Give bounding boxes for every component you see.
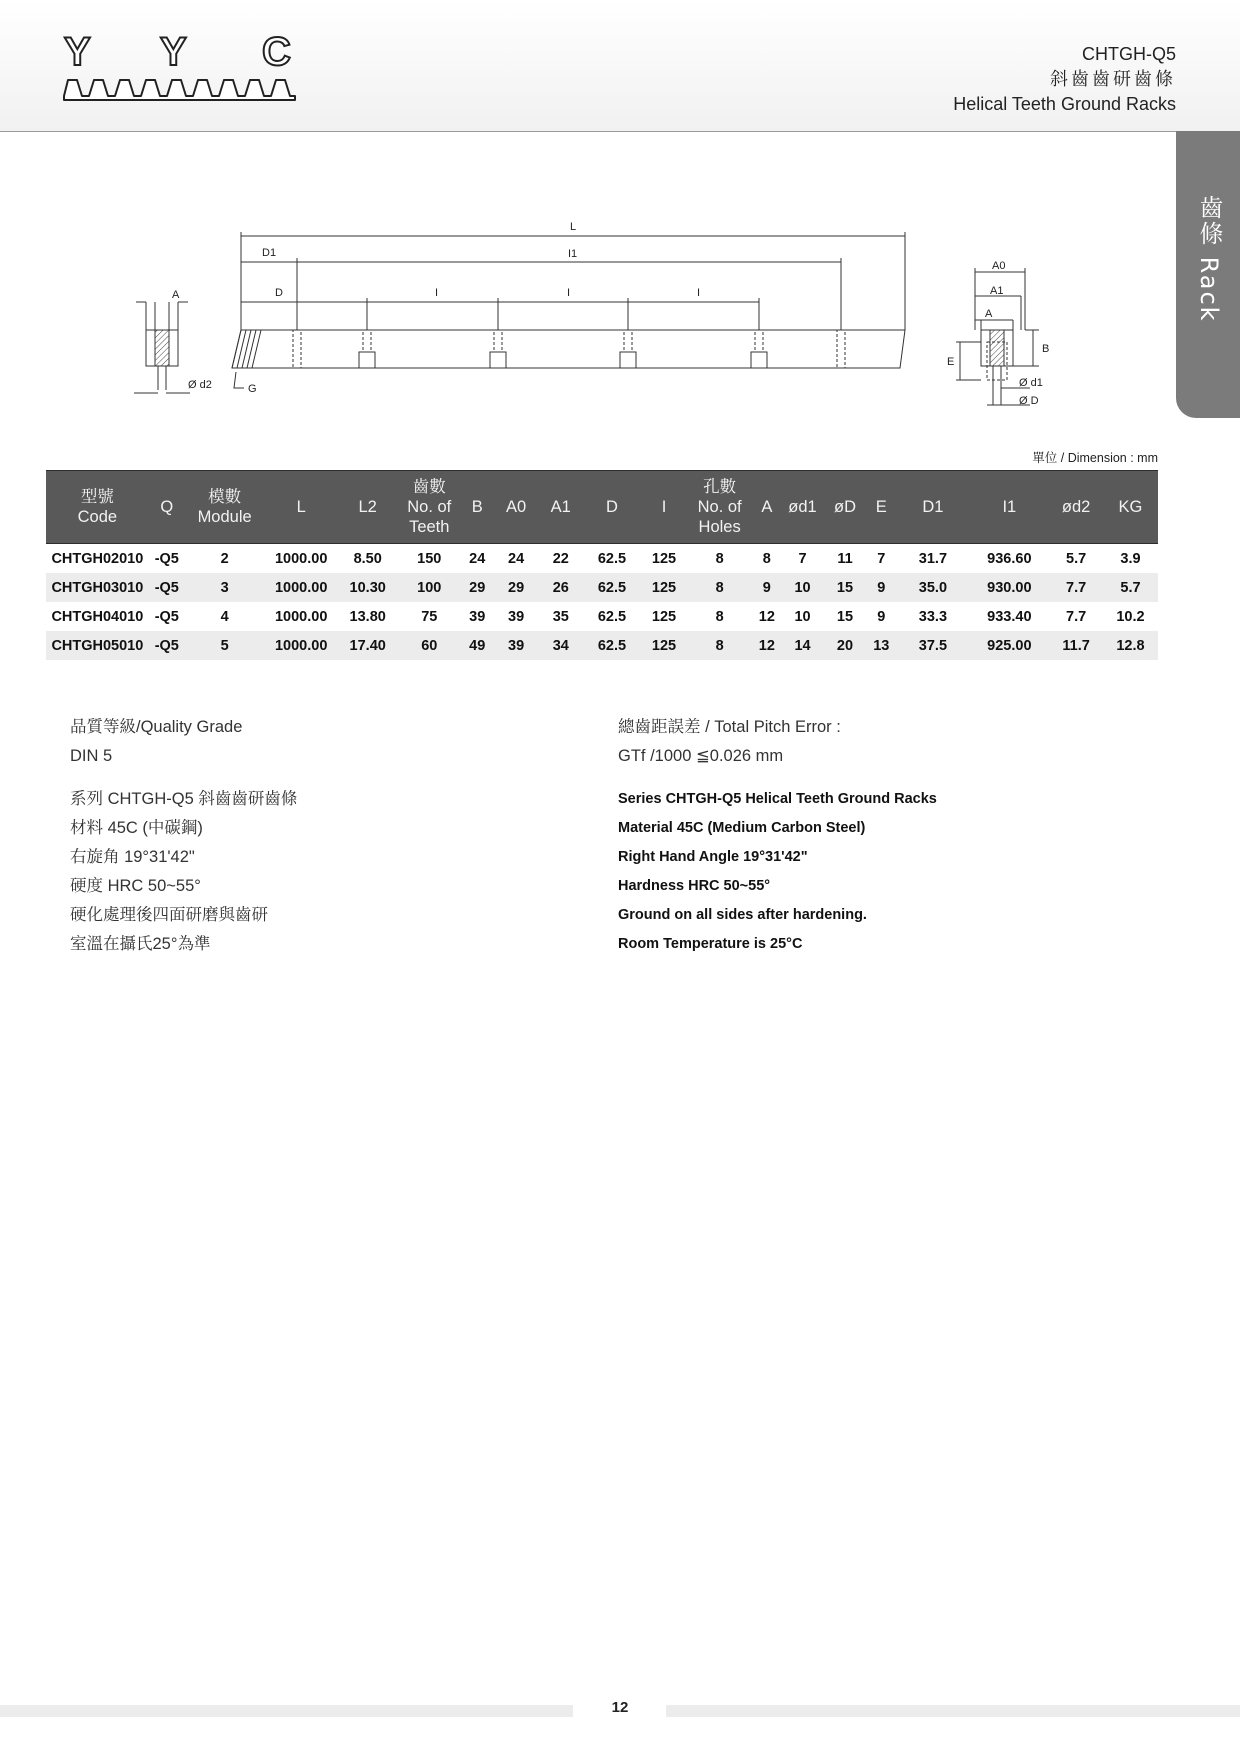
table-cell: 10 [781,573,824,602]
table-cell: 1000.00 [264,631,338,660]
column-header-en: I [661,498,667,516]
spec-note-en: Right Hand Angle 19°31'42" [618,849,808,865]
table-cell: 930.00 [969,573,1049,602]
table-cell: 13 [866,631,896,660]
dim-label-E: E [947,356,955,368]
table-cell: 5.7 [1103,573,1158,602]
dim-label-I-1: I [435,287,439,299]
table-cell: -Q5 [149,573,185,602]
table-cell: 150 [417,550,442,567]
logo-letter-y2: Y [160,30,187,74]
column-header [338,471,397,544]
table-cell: 125 [641,631,687,660]
spec-note-zh: 材料 45C (中碳鋼) [70,819,203,837]
table-cell: -Q5 [154,608,179,625]
spec-note-en: Series CHTGH-Q5 Helical Teeth Ground Racks [618,791,937,807]
column-header [185,471,265,544]
table-cell: 936.60 [987,550,1032,567]
column-header [896,471,969,544]
table-cell: 49 [461,631,493,660]
table-cell: 26 [539,573,583,602]
dim-label-d2: Ø d2 [188,379,212,391]
column-header [1049,471,1103,544]
table-cell: CHTGH04010 [51,608,144,625]
column-header [969,471,1049,544]
section-side-tab [1176,131,1240,418]
dim-label-L: L [570,221,577,233]
column-header-zh: 齒數 [412,478,446,496]
footer-bar-right [666,1705,1240,1717]
table-cell: 1000.00 [264,573,338,602]
table-cell: 20 [824,631,866,660]
rack-teeth-logo-icon [62,72,297,102]
table-row [46,573,1158,602]
column-header-en: B [471,498,483,516]
header-title-block [953,42,1176,117]
specification-table [46,470,1158,660]
dimension-unit-note: 單位 / Dimension : mm [1032,451,1158,465]
table-cell: 35.0 [896,573,969,602]
column-header-en: ød2 [1061,498,1091,516]
quality-grade-value: DIN 5 [70,747,113,765]
dim-label-I-3: I [697,287,701,299]
column-header-en: A [761,498,773,516]
table-cell: 5 [185,631,265,660]
table-cell: 39 [493,631,539,660]
table-cell: 125 [651,608,677,625]
column-header-en: øD [834,498,856,516]
dim-label-I1: I1 [568,248,578,260]
rack-technical-drawing [130,210,1090,425]
table-cell: 24 [469,550,486,567]
table-cell: 12.8 [1103,631,1158,660]
spec-note-en: Ground on all sides after hardening. [618,907,867,923]
table-cell: 9 [877,608,886,625]
quality-grade-label: 品質等級/Quality Grade [70,718,243,736]
product-code: CHTGH-Q5 [1082,44,1176,64]
column-header-en: No. of Holes [697,498,742,536]
table-cell: 62.5 [597,608,627,625]
column-header [46,471,149,544]
table-cell: CHTGH02010 [51,550,144,567]
dim-label-A1: A1 [990,285,1004,297]
table-cell: 13.80 [349,608,386,625]
table-cell: 4 [220,608,229,625]
column-header [493,471,539,544]
table-cell: 29 [493,573,539,602]
column-header-en: KG [1118,498,1143,516]
table-cell: 925.00 [969,631,1049,660]
column-header [397,471,461,544]
table-cell: 125 [651,550,677,567]
table-cell: 125 [641,573,687,602]
table-cell: CHTGH03010 [46,573,149,602]
pitch-error-value: GTf /1000 ≦0.026 mm [618,747,784,765]
table-cell: 22 [552,550,569,567]
table-cell: 10.2 [1116,608,1145,625]
spec-note-en: Material 45C (Medium Carbon Steel) [618,820,866,836]
column-header [461,471,493,544]
column-header [753,471,782,544]
table-cell: 62.5 [583,631,642,660]
column-header-en: A0 [506,498,527,516]
column-header-en: L2 [358,498,377,516]
page-number: 12 [611,1699,629,1716]
column-header-en: D [605,498,618,516]
table-row [46,544,1158,574]
table-cell: 3 [185,573,265,602]
spec-note-zh: 右旋角 19°31'42" [70,848,195,866]
column-header-zh: 型號 [80,488,114,506]
dim-label-A-left: A [172,289,180,301]
spec-note-en: Hardness HRC 50~55° [618,878,771,894]
table-cell: 8 [687,573,753,602]
spec-note-en: Room Temperature is 25°C [618,936,803,952]
footer-bar-left [0,1705,573,1717]
column-header-en: No. of Teeth [407,498,452,536]
table-cell: 37.5 [896,631,969,660]
column-header-en: E [875,498,887,516]
table-cell: 39 [469,608,486,625]
column-header-zh: 模數 [208,488,242,506]
table-cell: 17.40 [338,631,397,660]
table-cell: 8 [715,608,724,625]
dim-label-d1: Ø d1 [1019,377,1043,389]
column-header-en: Module [197,508,252,526]
notes-right [618,713,937,959]
column-header-en: L [296,498,306,516]
column-header [539,471,583,544]
column-header [866,471,896,544]
table-cell: -Q5 [149,631,185,660]
column-header-en: I1 [1002,498,1017,516]
table-cell: 8 [687,631,753,660]
dim-label-OD: Ø D [1019,395,1039,407]
dim-label-B: B [1042,343,1050,355]
spec-note-zh: 硬化處理後四面研磨與齒研 [70,906,268,924]
table-body [46,544,1158,661]
spec-note-zh: 系列 CHTGH-Q5 斜齒齒研齒條 [70,790,298,808]
column-header-en: D1 [922,498,944,516]
dim-label-I-2: I [567,287,571,299]
column-header [583,471,642,544]
table-cell: 2 [220,550,229,567]
column-header [149,471,185,544]
pitch-error-label: 總齒距誤差 / Total Pitch Error : [618,718,841,736]
logo-letter-c: C [262,30,291,74]
dim-label-A0: A0 [992,260,1006,272]
column-header [641,471,687,544]
spec-note-zh: 室溫在攝氏25°為準 [70,935,211,953]
column-header [1103,471,1158,544]
table-row [46,631,1158,660]
table-cell: CHTGH05010 [46,631,149,660]
table-cell: 1000.00 [274,608,328,625]
table-cell: 5.7 [1066,550,1087,567]
table-cell: 7 [798,550,807,567]
table-cell: 7.7 [1049,573,1103,602]
table-cell: 60 [397,631,461,660]
table-row [46,602,1158,631]
dim-label-A-right: A [985,308,993,320]
table-cell: 35 [552,608,569,625]
table-cell: 11 [837,550,853,567]
table-cell: 1000.00 [274,550,328,567]
table-cell: 8 [715,550,724,567]
column-header-en: Q [160,498,174,516]
column-header-en: ød1 [788,498,817,516]
product-title-en: Helical Teeth Ground Racks [953,94,1176,114]
dim-label-G: G [248,383,257,395]
table-cell: 9 [753,573,782,602]
logo-letter-y1: Y [64,30,91,74]
table-cell: 15 [836,608,854,625]
table-cell: 31.7 [918,550,948,567]
table-cell: 100 [397,573,461,602]
product-title-zh: 斜齒齒研齒條 [1050,69,1176,89]
table-cell: 10.30 [338,573,397,602]
column-header [781,471,824,544]
table-cell: 7.7 [1066,608,1087,625]
column-header-en: Code [77,508,118,526]
table-cell: 8.50 [353,550,382,567]
table-cell: 12 [753,631,782,660]
table-header-row [46,471,1158,544]
table-cell: 11.7 [1049,631,1103,660]
dim-label-D: D [275,287,283,299]
notes-left [70,713,297,959]
table-cell: 33.3 [918,608,948,625]
column-header [264,471,338,544]
table-cell: 10 [794,608,811,625]
column-header [687,471,753,544]
table-cell: 8 [762,550,771,567]
spec-note-zh: 硬度 HRC 50~55° [70,877,201,895]
table-cell: 34 [539,631,583,660]
table-cell: 39 [508,608,525,625]
table-cell: 7 [877,550,886,567]
page-header [0,0,1240,132]
table-cell: 3.9 [1120,550,1141,567]
column-header-zh: 孔數 [703,478,737,496]
table-cell: 62.5 [583,573,642,602]
table-cell: -Q5 [154,550,179,567]
table-cell: 24 [508,550,525,567]
table-cell: 15 [824,573,866,602]
dim-label-D1: D1 [262,247,277,259]
side-tab-label: 齒條 Rack [1195,195,1223,323]
table-cell: 75 [421,608,438,625]
table-cell: 12 [758,608,775,625]
table-cell: 14 [781,631,824,660]
table-cell: 9 [866,573,896,602]
yyc-logo [62,30,297,102]
table-cell: 29 [461,573,493,602]
column-header [824,471,866,544]
column-header-en: A1 [550,498,571,516]
table-cell: 62.5 [597,550,627,567]
table-cell: 933.40 [987,608,1032,625]
